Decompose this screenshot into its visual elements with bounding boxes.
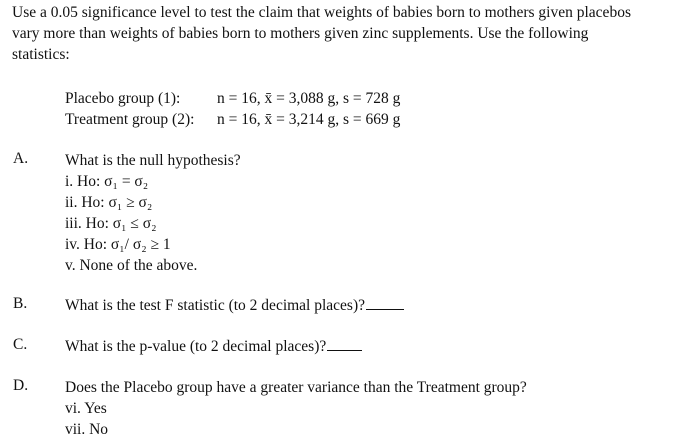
question-b-letter: B.: [13, 295, 28, 312]
problem-line-1: Use a 0.05 significance level to test the claim that weights of babies born to mothers given placebos: [12, 4, 631, 21]
question-b-prompt: What is the test F statistic (to 2 decimal places)?: [65, 297, 366, 314]
f-statistic-answer-blank[interactable]: [366, 295, 404, 310]
placebo-row: [65, 88, 400, 109]
question-c: [65, 336, 362, 357]
placebo-label: Placebo group (1):: [65, 90, 181, 107]
problem-line-3: statistics:: [12, 46, 70, 63]
option-vi[interactable]: vi. Yes: [65, 400, 107, 417]
statistics-block: [65, 88, 400, 130]
option-i[interactable]: i. Ho: σ₁ = σ₂: [65, 173, 149, 190]
placebo-values: n = 16, x̄ = 3,088 g, s = 728 g: [217, 90, 401, 107]
problem-statement: [12, 2, 684, 65]
question-a-letter: A.: [13, 150, 29, 167]
question-c-prompt: What is the p-value (to 2 decimal places)?: [65, 338, 327, 355]
question-d-letter: D.: [13, 377, 29, 394]
option-v[interactable]: v. None of the above.: [65, 257, 198, 274]
problem-line-2: vary more than weights of babies born to mothers given zinc supplements. Use the following: [12, 25, 589, 42]
question-a-prompt: What is the null hypothesis?: [65, 152, 241, 169]
option-vii[interactable]: vii. No: [65, 421, 109, 438]
option-ii[interactable]: ii. Ho: σ₁ ≥ σ₂: [65, 194, 153, 211]
option-iii[interactable]: iii. Ho: σ₁ ≤ σ₂: [65, 215, 157, 232]
question-d-prompt: Does the Placebo group have a greater variance than the Treatment group?: [65, 379, 527, 396]
treatment-row: [65, 109, 400, 130]
question-d: [65, 377, 527, 440]
question-b: [65, 295, 404, 316]
p-value-answer-blank[interactable]: [327, 336, 362, 351]
treatment-values: n = 16, x̄ = 3,214 g, s = 669 g: [217, 111, 401, 128]
question-c-letter: C.: [13, 336, 28, 353]
treatment-label: Treatment group (2):: [65, 111, 195, 128]
question-a: [65, 150, 241, 276]
option-iv[interactable]: iv. Ho: σ₁/ σ₂ ≥ 1: [65, 236, 171, 253]
